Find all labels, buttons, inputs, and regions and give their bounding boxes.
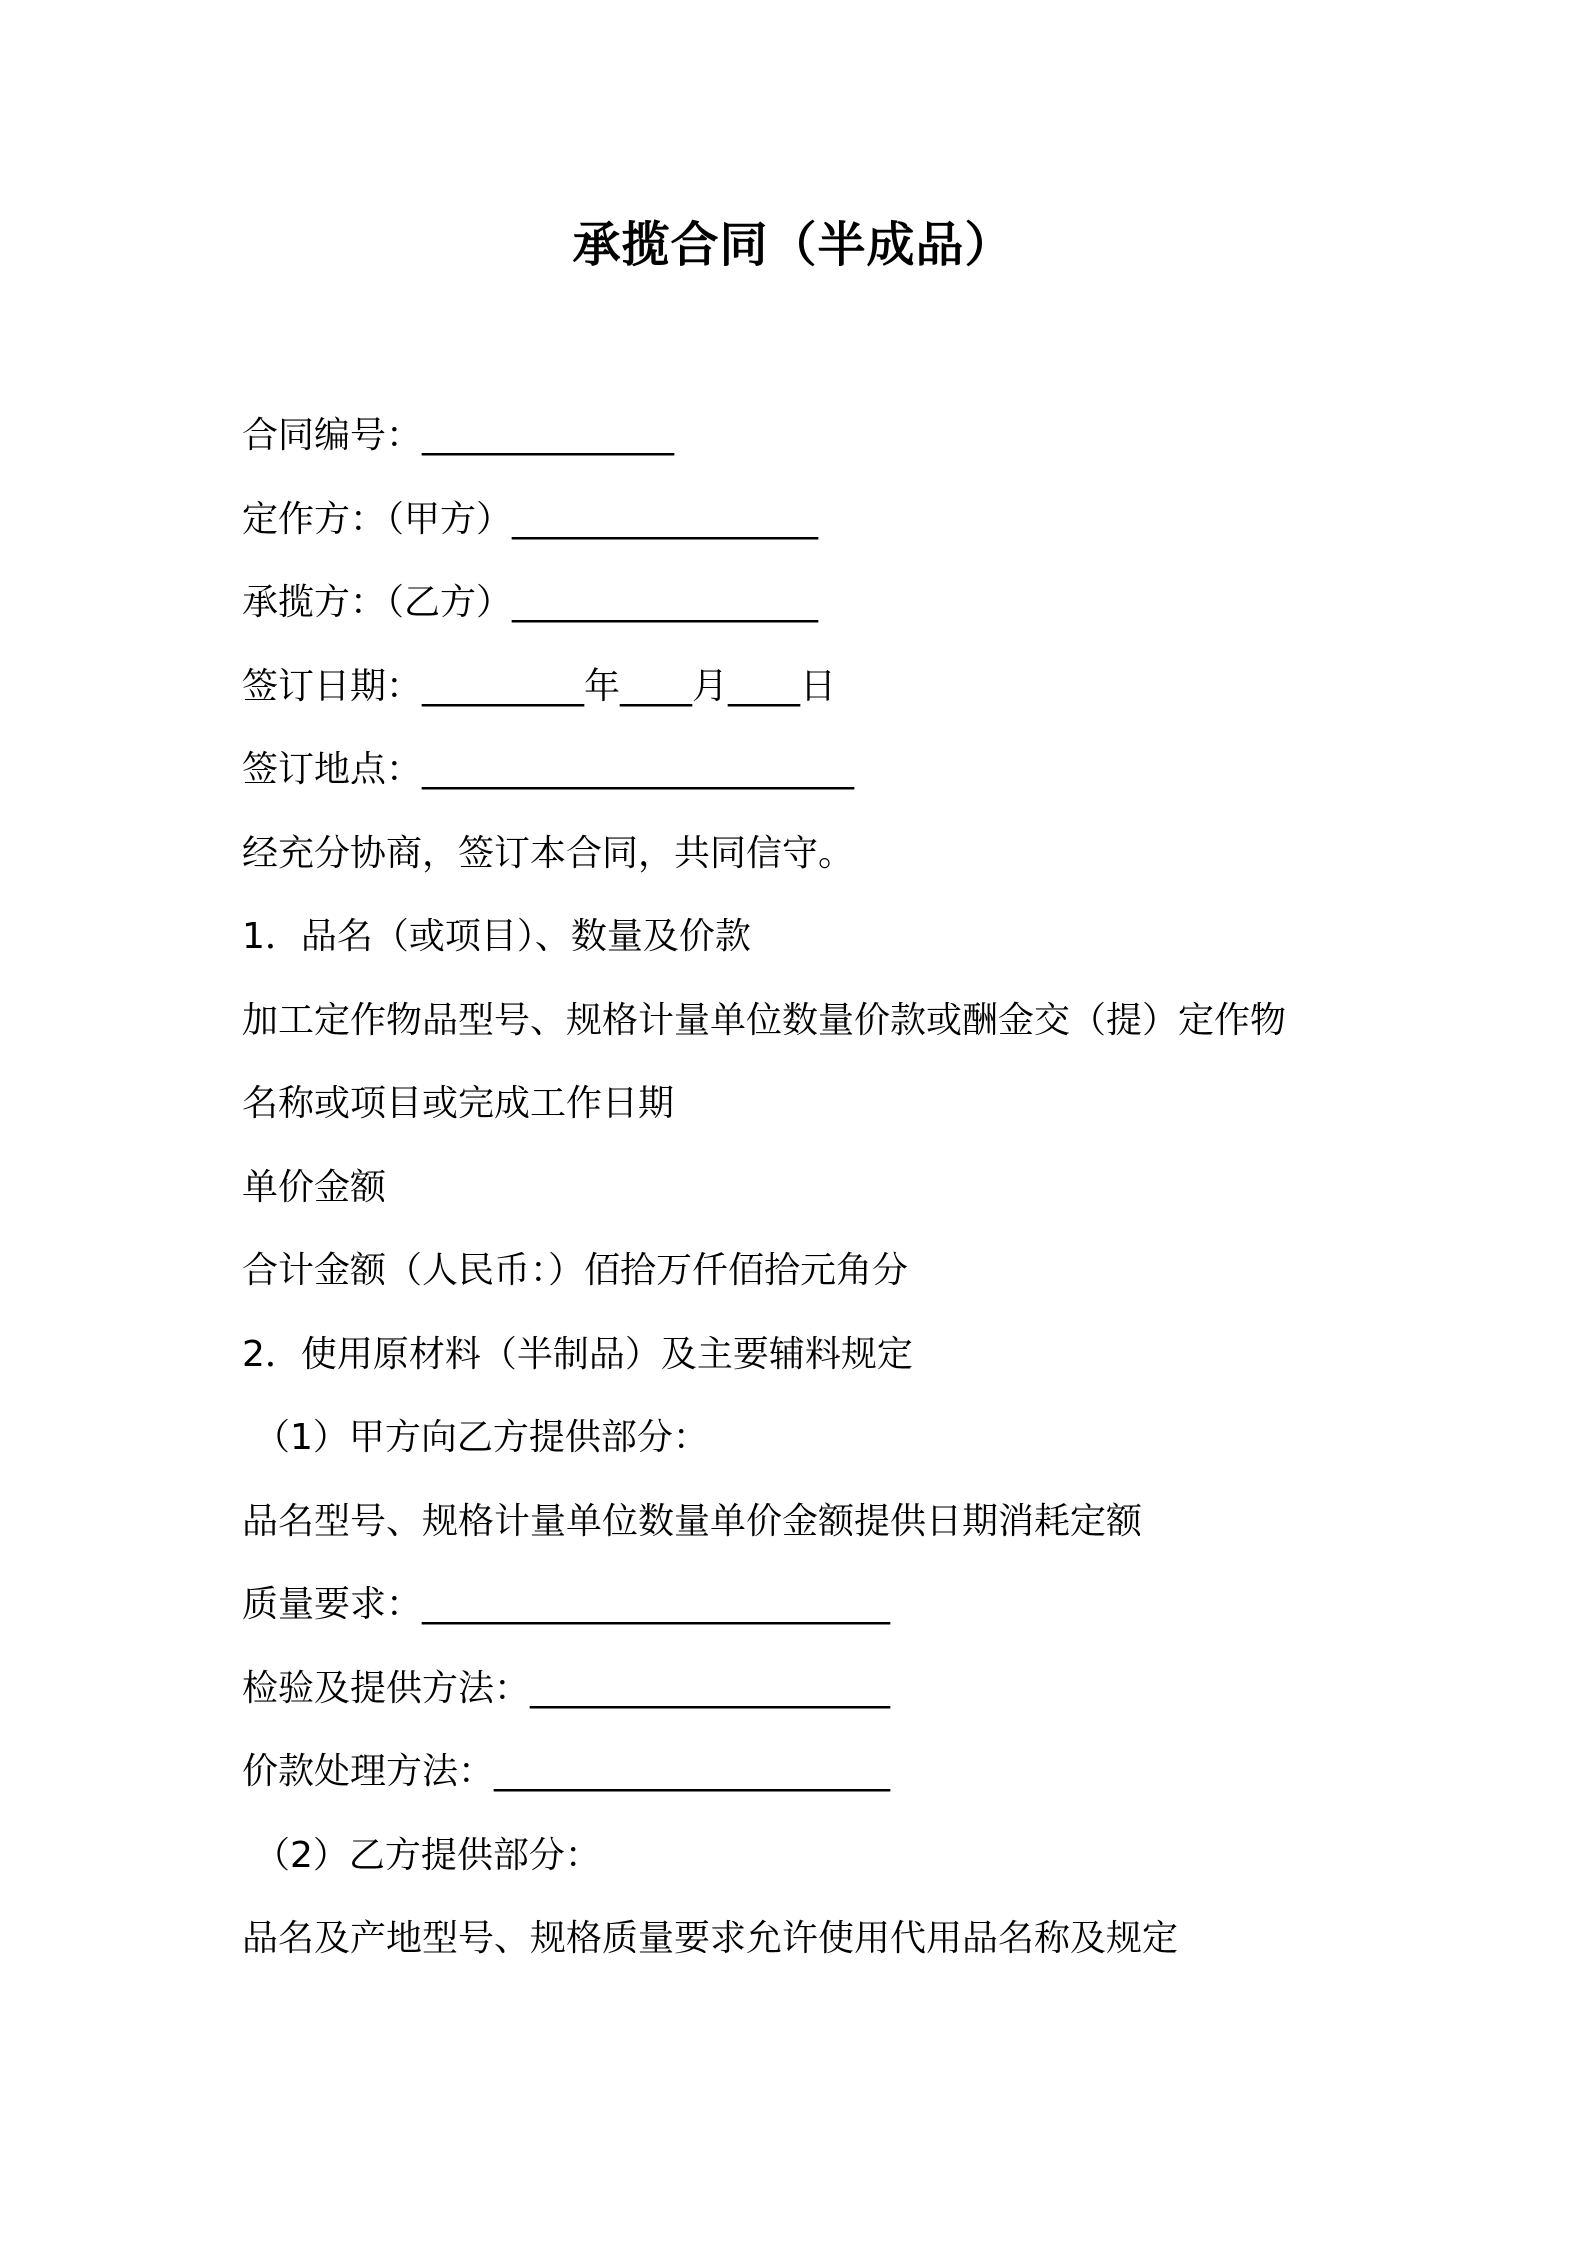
- section-1-columns-row-1: 加工定作物品型号、规格计量单位数量价款或酬金交（提）定作物: [242, 999, 1287, 1041]
- quality-requirements-line: 质量要求：__________________________: [242, 1584, 891, 1625]
- document-title: 承揽合同（半成品）: [572, 217, 1014, 273]
- section-2-heading: 2．使用原材料（半制品）及主要辅料规定: [242, 1333, 913, 1375]
- total-amount-line: 合计金额（人民币：）佰拾万仟佰拾元角分: [242, 1250, 909, 1291]
- section-2-1-heading: （1）甲方向乙方提供部分：: [254, 1417, 709, 1458]
- party-b-line: 承揽方：（乙方）_________________: [242, 582, 819, 623]
- document-body: [242, 404, 1392, 1991]
- signing-date-line: 签订日期：_________年____月____日: [242, 665, 837, 707]
- contract-number-line: 合同编号：______________: [242, 415, 675, 456]
- section-2-2-heading: （2）乙方提供部分：: [254, 1834, 601, 1876]
- section-2-2-columns: 品名及产地型号、规格质量要求允许使用代用品名称及规定: [242, 1918, 1179, 1959]
- section-2-1-columns: 品名型号、规格计量单位数量单价金额提供日期消耗定额: [242, 1500, 1143, 1542]
- party-a-line: 定作方：（甲方）_________________: [242, 498, 819, 540]
- section-1-heading: 1．品名（或项目）、数量及价款: [242, 916, 751, 957]
- section-1-columns-row-3: 单价金额: [242, 1166, 387, 1208]
- inspection-method-line: 检验及提供方法：____________________: [242, 1667, 891, 1709]
- signing-place-line: 签订地点：________________________: [242, 749, 855, 790]
- agreement-statement: 经充分协商，签订本合同，共同信守。: [242, 832, 855, 874]
- payment-method-line: 价款处理方法：______________________: [242, 1751, 891, 1792]
- section-1-columns-row-2: 名称或项目或完成工作日期: [242, 1083, 675, 1124]
